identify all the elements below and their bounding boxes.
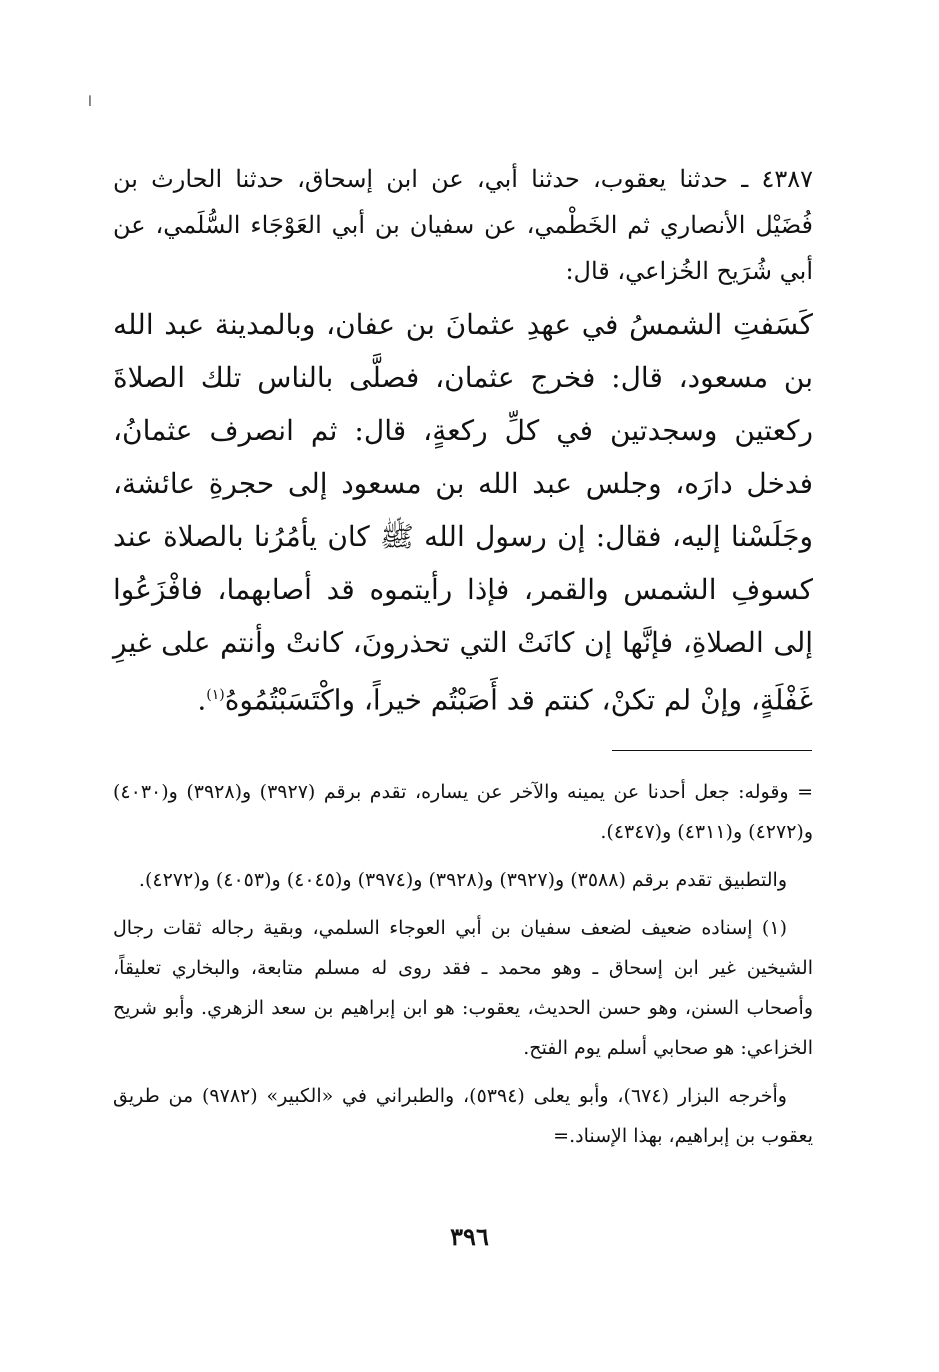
matn-text: كَسَفتِ الشمسُ في عهدِ عثمانَ بن عفان، وبالمدينة عبد الله بن مسعود، قال: فخرج عثمان، فصلَّى بالناس تلك الصلاةَ ركعتين وسجدتين في كلِّ ركعةٍ، قال: ثم انصرف عثمانُ، فدخل دارَه، وجلس عبد الله بن مسعود إلى حجرةِ عائشة، وجَلَسْنا إليه، فقال: إن رسول الله ﷺ كان يأمُرُنا بالصلاة عند كسوفِ الشمس والقمر، فإذا رأيتموه قد أصابهما، فافْزَعُوا إلى الصلاةِ، فإنَّها إن كانَتْ التي تحذرونَ، كانتْ وأنتم على غيرِ غَفْلَةٍ، وإنْ لم تكنْ، كنتم قد أَصَبْتُم خيراً، واكْتَسَبْتُمُوهُ <box>113 308 813 717</box>
footnote-continuation-2: والتطبيق تقدم برقم (٣٥٨٨) و(٣٩٢٧) و(٣٩٢٨) و(٣٩٧٤) و(٤٠٤٥) و(٤٠٥٣) و(٤٢٧٢). <box>138 869 787 891</box>
footnote-1-takhrij <box>113 1076 813 1156</box>
matn-paragraph <box>113 298 813 726</box>
footnote-separator <box>612 750 812 751</box>
continuation-mark: = <box>553 1125 570 1147</box>
footnote-1: (١) إسناده ضعيف لضعف سفيان بن أبي العوجاء السلمي، وبقية رجاله ثقات رجال الشيخين غير ابن إسحاق ـ وهو محمد ـ فقد روى له مسلم متابعة، والبخاري تعليقاً، وأصحاب السنن، وهو حسن الحديث، يعقوب: هو ابن إبراهيم بن سعد الزهري. وأبو شريح الخزاعي: هو صحابي أسلم يوم الفتح. <box>113 917 813 1059</box>
footnote-continuation-1: = وقوله: جعل أحدنا عن يمينه والآخر عن يساره، تقدم برقم (٣٩٢٧) و(٣٩٢٨) و(٤٠٣٠) و(٤٢٧٢) و(٤٣١١) و(٤٣٤٧). <box>113 781 813 843</box>
footnotes-section <box>113 772 813 1164</box>
isnad-text: ٤٣٨٧ ـ حدثنا يعقوب، حدثنا أبي، عن ابن إسحاق، حدثنا الحارث بن فُضَيْل الأنصاري ثم الخَطْمي، عن سفيان بن أبي العَوْجَاء السُّلَمي، عن أبي شُرَيح الخُزاعي، قال: <box>113 165 813 285</box>
hadith-matn <box>113 298 813 726</box>
page-number: ٣٩٦ <box>450 1222 489 1251</box>
hadith-isnad <box>113 156 813 294</box>
footnote-ref[interactable]: (١) <box>206 687 225 703</box>
takhrij-text: وأخرجه البزار (٦٧٤)، وأبو يعلى (٥٣٩٤)، والطبراني في «الكبير» (٩٧٨٢) من طريق يعقوب بن إبراهيم، بهذا الإسناد. <box>113 1085 813 1147</box>
matn-end: . <box>197 683 207 717</box>
corner-mark: ا <box>88 94 92 110</box>
